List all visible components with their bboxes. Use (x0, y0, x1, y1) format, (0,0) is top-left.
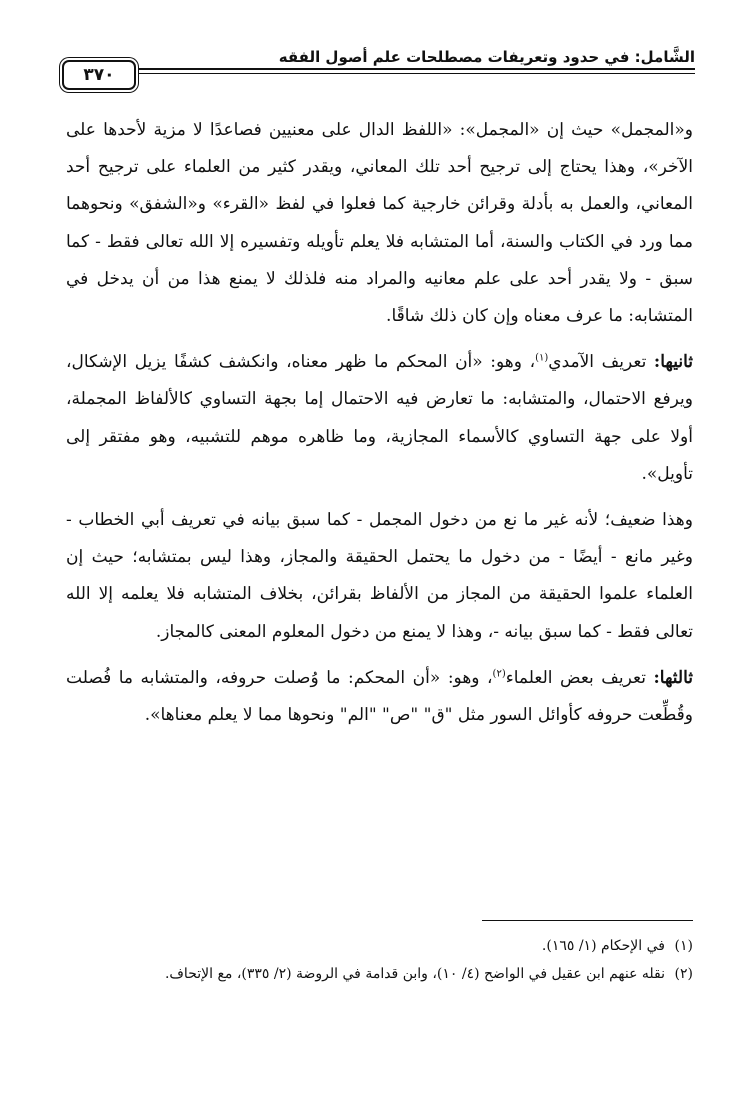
page-number-box (62, 60, 136, 90)
book-title: الشَّامل: في حدود وتعريفات مصطلحات علم أصول الفقه (278, 48, 695, 66)
paragraph-4-lead: ثالثها: (653, 667, 693, 688)
footnote-1 (66, 932, 693, 960)
paragraph-1: و«المجمل» حيث إن «المجمل»: «اللفظ الدال على معنيين فصاعدًا لا مزية لأحدها على الآخر»، وهذا يحتاج إلى ترجيح أحد تلك المعاني، ويقدر كثير من العلماء على ترجيح أحد المعاني، والعمل به بأدلة وقرائن خارجية كما فعلوا في لفظ «القرء» و«الشفق» ونحوهما مما ورد في الكتاب والسنة، أما المتشابه فلا يعلم تأويله وتفسيره إلا الله تعالى فقط - كما سبق - ولا يقدر أحد على علم معانيه والمراد منه فلذلك لا يمنع هذا من أن يدخل في المتشابه: ما عرف معناه وإن كان ذلك شاقًا. (66, 120, 693, 327)
page-number: ٣٧٠ (83, 65, 115, 85)
paragraph-2-text-b: ، وهو: «أن المحكم ما ظهر معناه، وانكشف كشفًا يزيل الإشكال، ويرفع الاحتمال، والمتشابه: ما تعارض فيه الاحتمال إما بجهة التساوي كالألفاظ المجملة، أولا على جهة التساوي كالأسماء المجازية، وما ظاهره موهم للتشبيه، وهو مفتقر إلى تأويل». (66, 352, 693, 484)
main-text (66, 112, 693, 734)
paragraph-3: وهذا ضعيف؛ لأنه غير ما نع من دخول المجمل - كما سبق بيانه في تعريف أبي الخطاب - وغير مانع - أيضًا - من دخول ما يحتمل الحقيقة والمجاز، وهذا ليس بمتشابه؛ حيث إن العلماء علموا الحقيقة من المجاز من الألفاظ بقرائن، بخلاف المتشابه فلا يعلمه إلا الله تعالى فقط - كما سبق بيانه -، وهذا لا يمنع من دخول المعلوم المعنى كالمجاز. (66, 510, 693, 642)
footnote-ref-2[interactable]: (٢) (492, 668, 506, 680)
running-header (62, 44, 695, 104)
footnote-number: (١) (674, 938, 693, 954)
paragraph-2-lead: ثانيها: (653, 352, 693, 373)
header-rule (135, 68, 695, 70)
paragraph-2 (66, 344, 693, 493)
footnote-divider (482, 920, 693, 921)
paragraph-4-text-a: تعريف بعض العلماء (505, 667, 654, 688)
header-rule-thin (135, 73, 695, 74)
footnote-text: في الإحكام (١/ ١٦٥). (541, 938, 665, 954)
paragraph-4-text-b: ، وهو: «أن المحكم: ما وُصلت حروفه، والمتشابه ما فُصلت وقُطِّعت حروفه كأوائل السور مثل "ق" "ص" "الم" ونحوها مما لا يعلم معناها». (66, 667, 693, 726)
footnote-text: نقله عنهم ابن عقيل في الواضح (٤/ ١٠)، وابن قدامة في الروضة (٢/ ٣٣٥)، مع الإتحاف. (164, 966, 665, 982)
paragraph-4 (66, 660, 693, 734)
footnote-number: (٢) (674, 966, 693, 982)
footnotes (66, 932, 693, 988)
footnote-ref-1[interactable]: (١) (535, 352, 549, 364)
paragraph-2-text-a: تعريف الآمدي (548, 352, 654, 373)
footnote-2 (66, 960, 693, 988)
